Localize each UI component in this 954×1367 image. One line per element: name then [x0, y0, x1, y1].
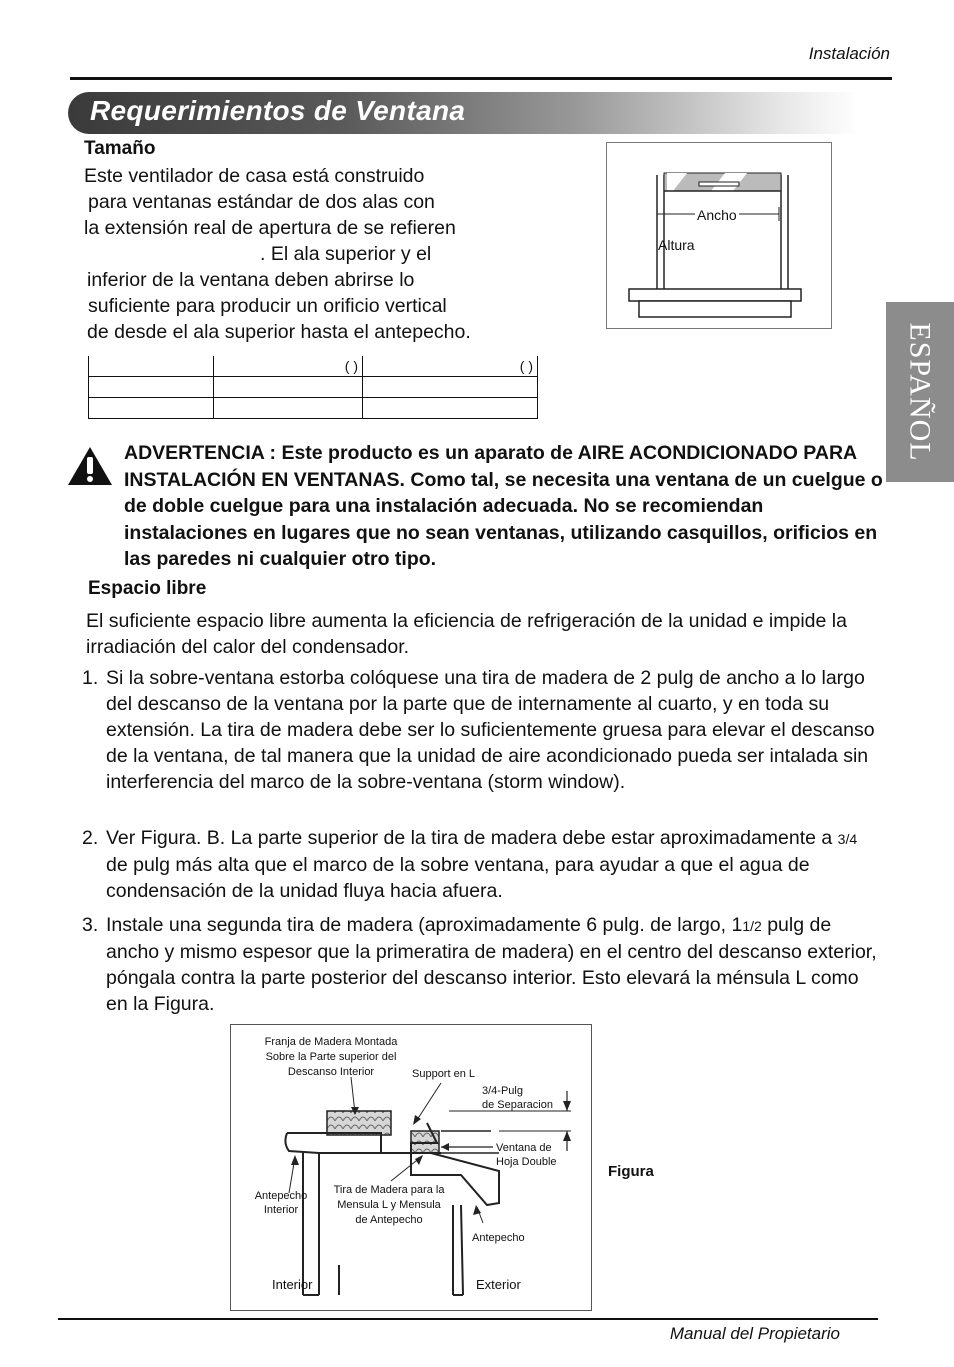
label-interior: Interior [272, 1277, 313, 1292]
section-title: Requerimientos de Ventana [90, 95, 466, 126]
list-item: 2. Ver Figura. B. La parte superior de la tira de madera debe estar aproximadamente a 3/4 de pulg más alta que el marco de la sobre ventana, para ayudar a que el agua de condensación de la unidad fluya hacia afuera. [82, 827, 858, 902]
height-label: Altura [658, 237, 695, 253]
window-diagram [607, 143, 831, 328]
fraction: 3/4 [837, 831, 858, 847]
fraction: 1/2 [742, 918, 762, 934]
width-label: Ancho [697, 207, 737, 223]
window-size-figure [606, 142, 832, 329]
top-rule [70, 77, 892, 80]
label-support: Support en L [412, 1068, 475, 1080]
label-sill-interior: Antepecho Interior [254, 1190, 308, 1216]
table-row [89, 377, 538, 398]
label-exterior: Exterior [476, 1277, 521, 1292]
figure-caption: Figura [608, 1163, 654, 1180]
size-paragraph: Este ventilador de casa está construido para ventanas estándar de dos alas con la extensión real de apertura de se refieren . El ala superior y el inferior de la ventana deben abrirse lo suficiente para producir un orificio vertical de desde el ala superior hasta el antepecho. [84, 165, 471, 343]
label-strip-bracket: Tira de Madera para la Mensula L y Mensula de Antepecho [333, 1184, 445, 1226]
warning-text: ADVERTENCIA : Este producto es un aparato de AIRE ACONDICIONADO PARA INSTALACIÓN EN VENTANAS. Como tal, se necesita una ventana de un cuelgue o de doble cuelgue para una instalación adecuada. No se recomiendan instalaciones en lugares que no sean ventanas, utilizando casquillos, orificios en las paredes ni cualquier otro tipo. [124, 442, 883, 570]
warning-icon [66, 445, 114, 487]
table-row [89, 398, 538, 419]
label-strip: Franja de Madera Montada Sobre la Parte superior del Descanso Interior [264, 1036, 398, 1078]
label-gap: 3/4-Pulg de Separacion [482, 1085, 553, 1111]
footer-rule [58, 1318, 878, 1320]
size-table [88, 356, 538, 419]
label-window: Ventana de Hoja Double [496, 1142, 557, 1168]
section-header: Instalación [808, 44, 890, 63]
installation-figure [230, 1024, 592, 1311]
language-tab-label: ESPAÑOL [904, 322, 938, 462]
list-item: 3. Instale una segunda tira de madera (aproximadamente 6 pulg. de largo, 11/2 pulg de ancho y mismo espesor que la primeratira de madera) en el centro del descanso exterior, póngala contra la parte posterior del descanso interior. Esto elevará la ménsula L como en la Figura. [82, 914, 877, 1015]
footer-text: Manual del Propietario [669, 1324, 840, 1343]
table-row: ( ) ( ) [89, 356, 538, 377]
clearance-heading: Espacio libre [88, 578, 207, 599]
size-heading: Tamaño [84, 138, 156, 159]
label-sill: Antepecho [472, 1232, 525, 1244]
clearance-intro: El suficiente espacio libre aumenta la eficiencia de refrigeración de la unidad e impide la irradiación del calor del condensador. [86, 610, 847, 658]
list-item: 1. Si la sobre-ventana estorba colóquese una tira de madera de 2 pulg de ancho a lo largo del descanso de la ventana por la parte que de internamente al cuarto, y en toda su extensión. La tira de madera debe ser lo suficientemente gruesa para elevar el descanso de la ventana, de tal manera que la unidad de aire acondicionado pueda ser intalada sin interferencia del marco de la sobre-ventana (storm window). [82, 667, 875, 793]
